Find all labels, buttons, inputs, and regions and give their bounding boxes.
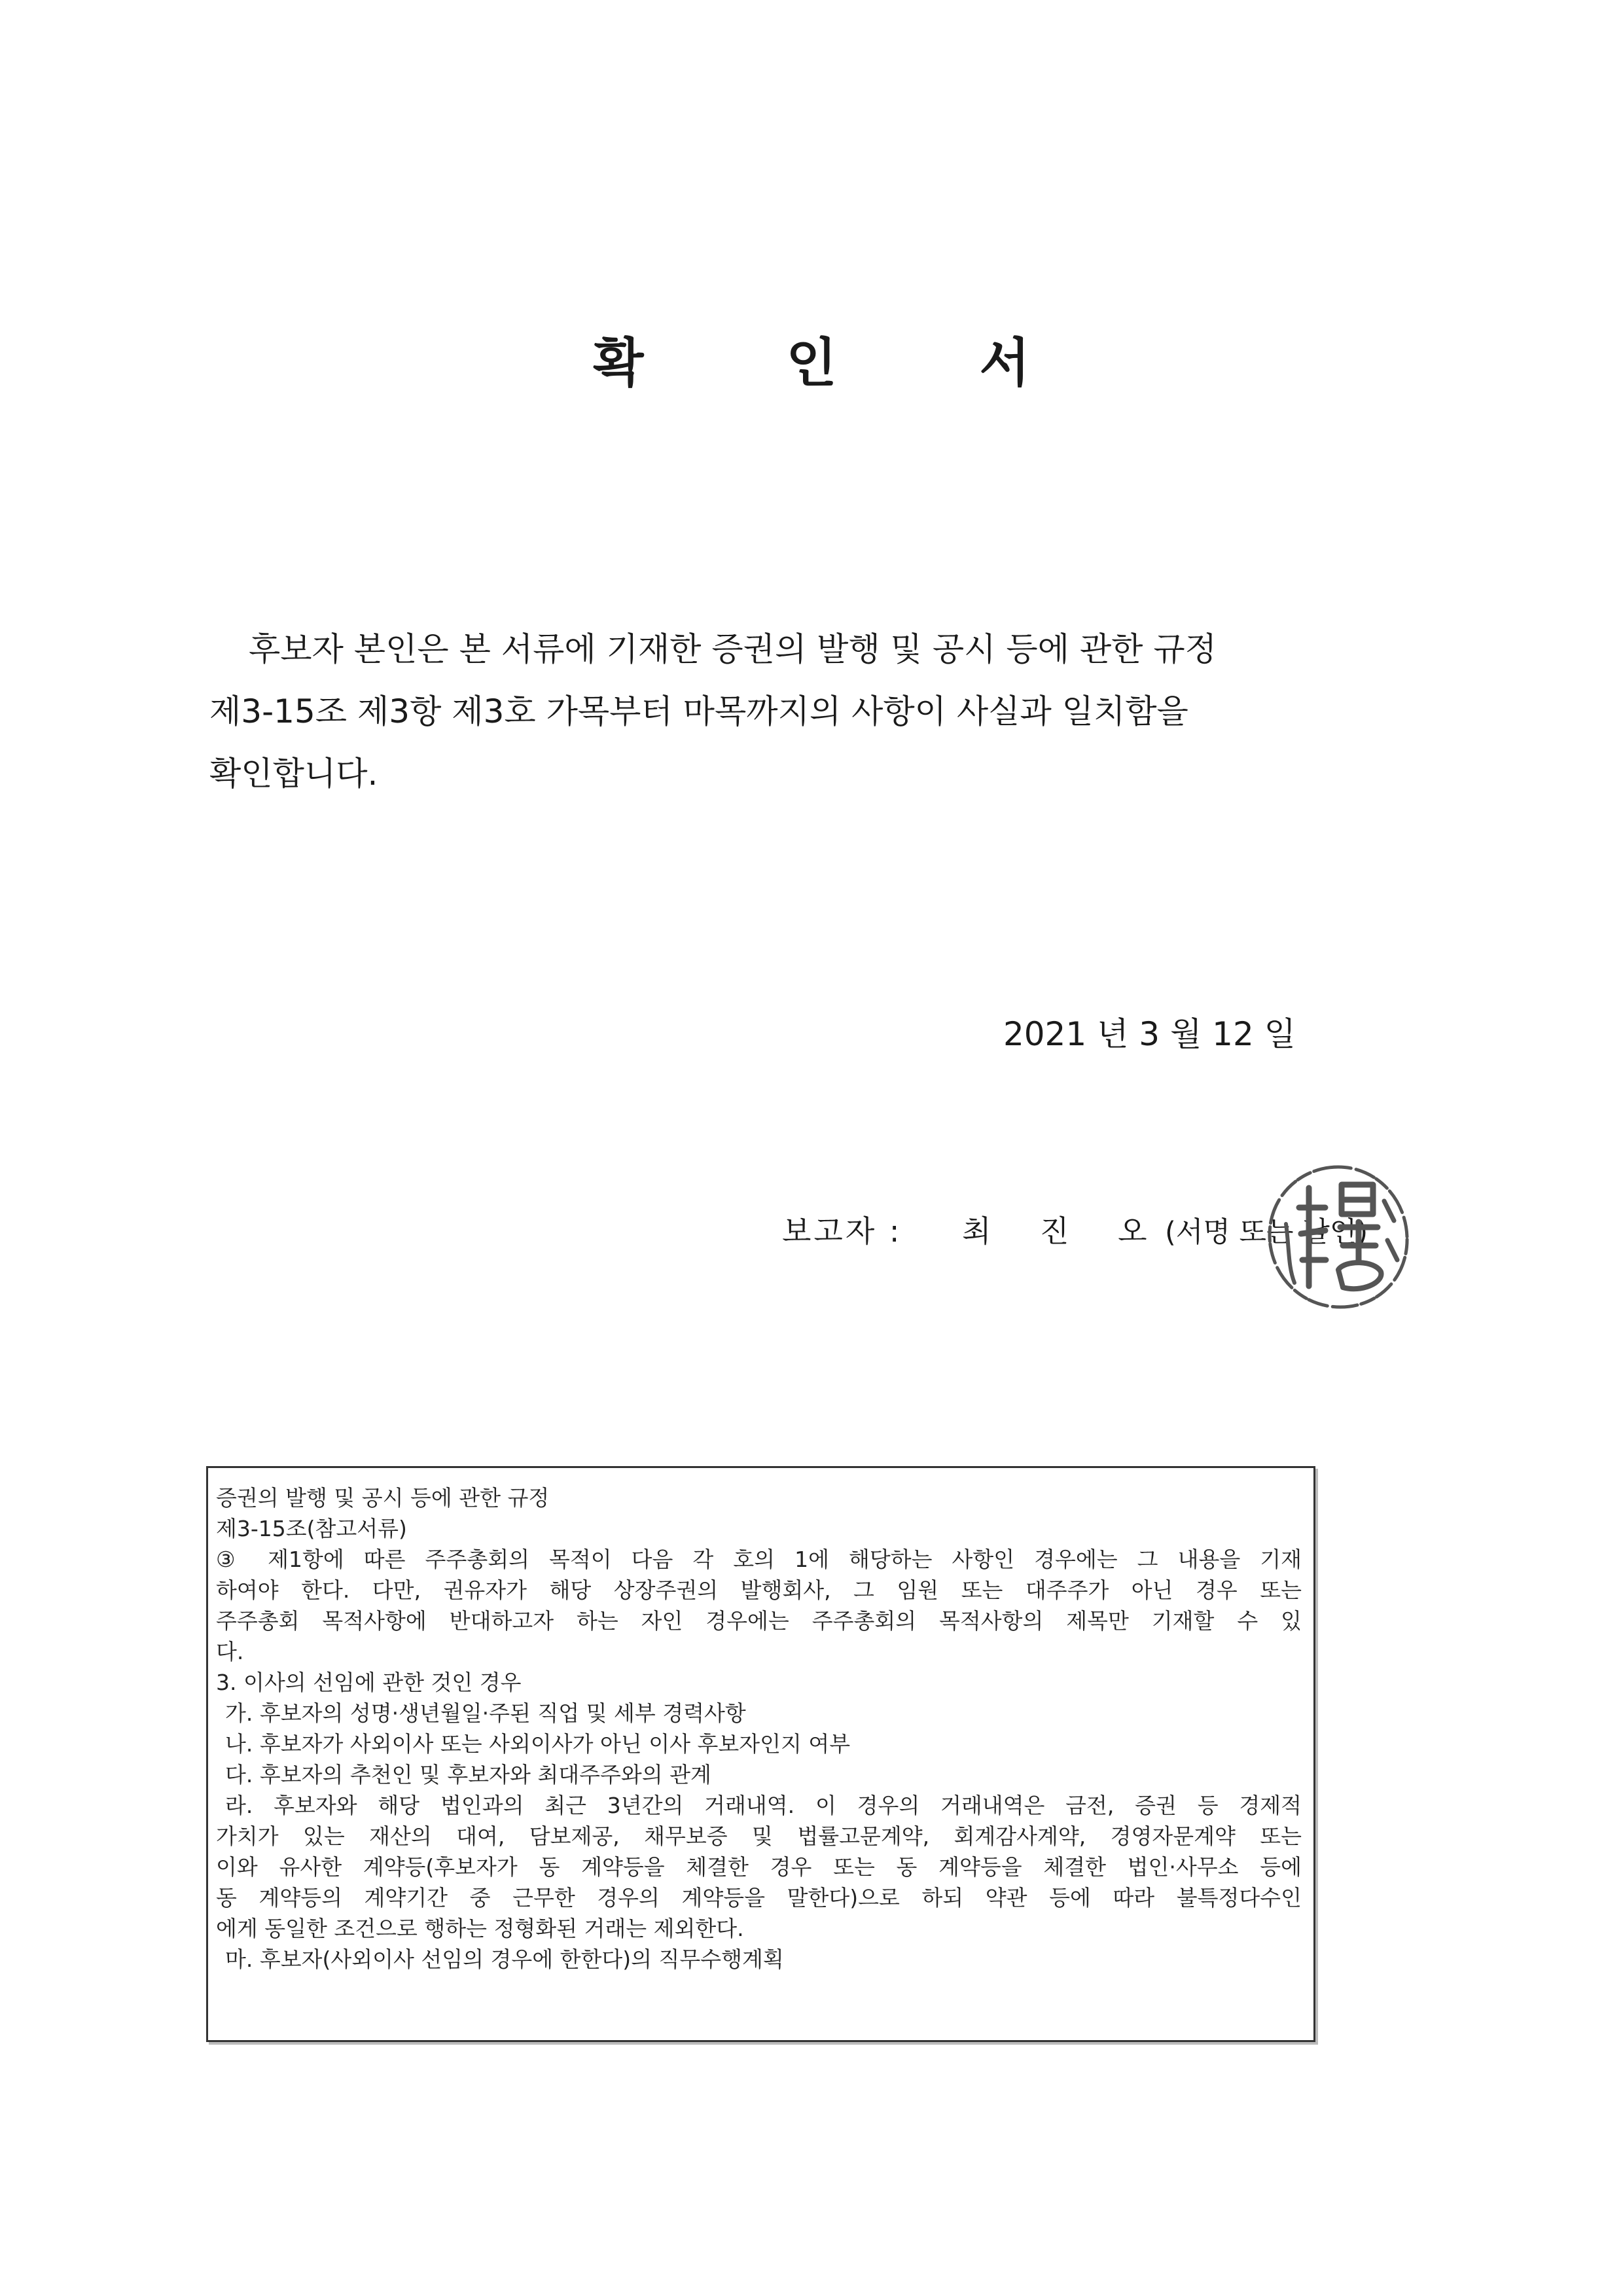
- confirmation-statement: [209, 619, 1322, 805]
- reporter-label: 보고자 :: [782, 1213, 902, 1249]
- reference-line: 나. 후보자가 사외이사 또는 사외이사가 아닌 이사 후보자인지 여부: [225, 1731, 851, 1757]
- reference-line: 마. 후보자(사외이사 선임의 경우에 한한다)의 직무수행계획: [225, 1946, 784, 1972]
- reference-line: 하여야 한다. 다만, 권유자가 해당 상장주권의 발행회사, 그 임원 또는 대주주가 아닌 경우 또는: [216, 1577, 1302, 1603]
- reference-line: 이와 유사한 계약등(후보자가 동 계약등을 체결한 경우 또는 동 계약등을 체결한 법인·사무소 등에: [216, 1854, 1302, 1880]
- document-date: 2021 년 3 월 12 일: [1003, 1015, 1296, 1053]
- reference-line: 동 계약등의 계약기간 중 근무한 경우의 계약등을 말한다)으로 하되 약관 등에 따라 불특정다수인: [216, 1885, 1302, 1910]
- reference-line: 다. 후보자의 추천인 및 후보자와 최대주주와의 관계: [225, 1762, 711, 1787]
- reference-line: 주주총회 목적사항에 반대하고자 하는 자인 경우에는 주주총회의 목적사항의 제목만 기재할 수 있: [216, 1608, 1302, 1634]
- statement-line: 제3-15조 제3항 제3호 가목부터 마목까지의 사항이 사실과 일치함을: [209, 692, 1188, 730]
- personal-seal-stamp: [1263, 1162, 1414, 1312]
- signature-note: (서명 또는 날인): [1165, 1216, 1368, 1249]
- reporter-name: 최 진 오: [962, 1213, 1167, 1249]
- reference-line: 3. 이사의 선임에 관한 것인 경우: [216, 1670, 522, 1695]
- reference-line: 다.: [216, 1639, 244, 1664]
- statement-line: 후보자 본인은 본 서류에 기재한 증권의 발행 및 공시 등에 관한 규정: [249, 630, 1217, 668]
- reference-regulation-box: [206, 1466, 1315, 2042]
- document-title: 확 인 서: [593, 332, 1092, 393]
- reference-line: 증권의 발행 및 공시 등에 관한 규정: [216, 1485, 550, 1511]
- reference-line: 가. 후보자의 성명·생년월일·주된 직업 및 세부 경력사항: [225, 1700, 746, 1726]
- statement-line: 확인합니다.: [209, 755, 378, 793]
- reference-line: 라. 후보자와 해당 법인과의 최근 3년간의 거래내역. 이 경우의 거래내역은 금전, 증권 등 경제적: [225, 1793, 1302, 1818]
- reference-line: 가치가 있는 재산의 대여, 담보제공, 채무보증 및 법률고문계약, 회계감사계약, 경영자문계약 또는: [216, 1823, 1302, 1849]
- reference-line: 에게 동일한 조건으로 행하는 정형화된 거래는 제외한다.: [216, 1916, 744, 1941]
- reference-line: ③ 제1항에 따른 주주총회의 목적이 다음 각 호의 1에 해당하는 사항인 경우에는 그 내용을 기재: [216, 1547, 1302, 1572]
- reference-line: 제3-15조(참고서류): [216, 1516, 407, 1541]
